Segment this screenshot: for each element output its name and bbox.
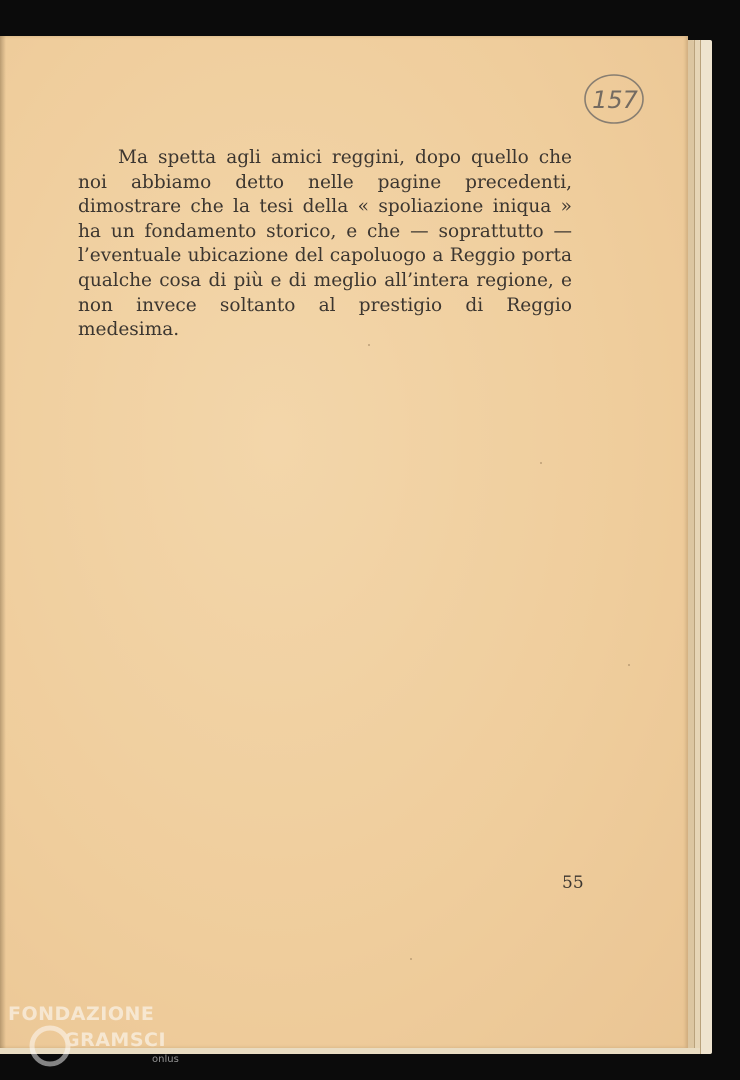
watermark-g-icon bbox=[32, 1028, 68, 1064]
body-paragraph: Ma spetta agli amici reggini, dopo quello che noi abbiamo detto nelle pagine precedenti, dimostrare che la tesi della « spoliazione iniqua » ha un fondamento storico, e che — soprattutto — l’eventuale ubicazione del capoluogo a Reggio porta qualche cosa di più e di meglio all’intera regione, e non invece soltanto al prestigio di Reggio medesima. bbox=[78, 147, 572, 341]
archive-number-stamp bbox=[582, 72, 648, 128]
paper-speck bbox=[540, 462, 542, 464]
page-stack-line bbox=[694, 40, 695, 1054]
page-stack-line bbox=[700, 40, 701, 1054]
watermark-line1: FONDAZIONE bbox=[8, 1003, 155, 1025]
paper-speck bbox=[628, 664, 630, 666]
watermark-line2: GRAMSCI bbox=[64, 1029, 167, 1051]
archive-number-text: 157 bbox=[592, 86, 638, 114]
paper-speck bbox=[368, 344, 370, 346]
archive-watermark-logo bbox=[6, 1000, 196, 1080]
page-number: 55 bbox=[562, 873, 584, 893]
watermark-line3: onlus bbox=[152, 1054, 179, 1065]
page-gutter-shadow bbox=[0, 36, 6, 1048]
paper-speck bbox=[410, 958, 412, 960]
